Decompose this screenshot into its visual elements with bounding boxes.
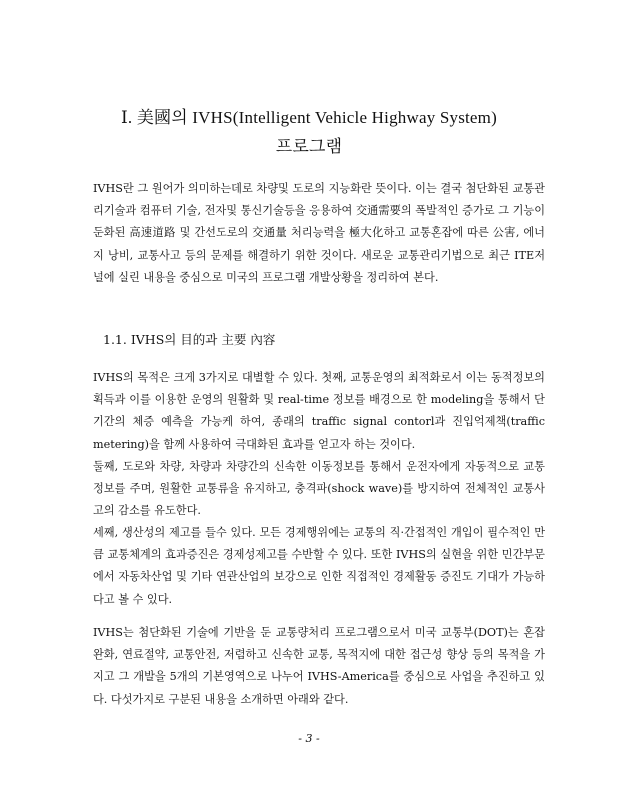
body-paragraph-second: 둘째, 도로와 차량, 차량과 차량간의 신속한 이동정보를 통해서 운전자에게 자동적으로 교통정보를 주며, 원활한 교통류을 유지하고, 충격파(shock wave)를 방지하여 전체적인 교통사고의 감소를 유도한다.: [93, 460, 545, 518]
body-paragraph-dot: IVHS는 첨단화된 기술에 기반을 둔 교통량처리 프로그램으로서 미국 교통부(DOT)는 혼잡완화, 연료절약, 교통안전, 저렴하고 신속한 교통, 목적지에 대한 접근성 향상 등의 목적을 가지고 그 개발을 5개의 기본영역으로 나누어 IVHS-America를 중심으로 사업을 추진하고 있다. 다섯가지로 구분된 내용을 소개하면 아래와 같다.: [93, 626, 545, 706]
page-number: - 3 -: [298, 732, 320, 745]
section-heading: 1.1. IVHS의 目的과 主要 內容: [103, 332, 276, 347]
document-subtitle: 프로그램: [275, 137, 343, 156]
body-paragraph-third: 세째, 생산성의 제고를 들수 있다. 모든 경제행위에는 교통의 직·간접적인 개입이 필수적인 만큼 교통체계의 효과증진은 경제성제고를 수반할 수 있다. 또한 IVHS의 실현을 위한 민간부문에서 자동차산업 및 기타 연관산업의 보강으로 인한 직접적인 경제활동 증진도 기대가 가능하다고 볼 수 있다.: [93, 526, 545, 606]
body-paragraph-purpose: IVHS의 목적은 크게 3가지로 대별할 수 있다. 첫째, 교통운영의 최적화로서 이는 동적정보의 획득과 이를 이용한 운영의 원활화 및 real-time 정보를 배경으로 한 modeling을 통해서 단기간의 체증 예측을 가능케 하여, 종래의 traffic signal contorl과 진입억제책(traffic metering)을 함께 사용하여 극대화된 효과를 얻고자 하는 것이다.: [93, 371, 545, 451]
document-title: Ⅰ. 美國의 IVHS(Intelligent Vehicle Highway System): [121, 108, 497, 127]
intro-paragraph: IVHS란 그 원어가 의미하는데로 차량및 도로의 지능화란 뜻이다. 이는 결국 첨단화된 교통관리기술과 컴퓨터 기술, 전자및 통신기술등을 응용하여 交通需要의 폭발적인 증가로 그 기능이 둔화된 高速道路 및 간선도로의 交通量 처리능력을 極大化하고 교통혼잡에 따른 公害, 에너지 낭비, 교통사고 등의 문제를 해결하기 위한 것이다. 새로운 교통관리기법으로 최근 ITE저널에 실린 내용을 중심으로 미국의 프로그램 개발상황을 정리하여 본다.: [93, 182, 545, 284]
